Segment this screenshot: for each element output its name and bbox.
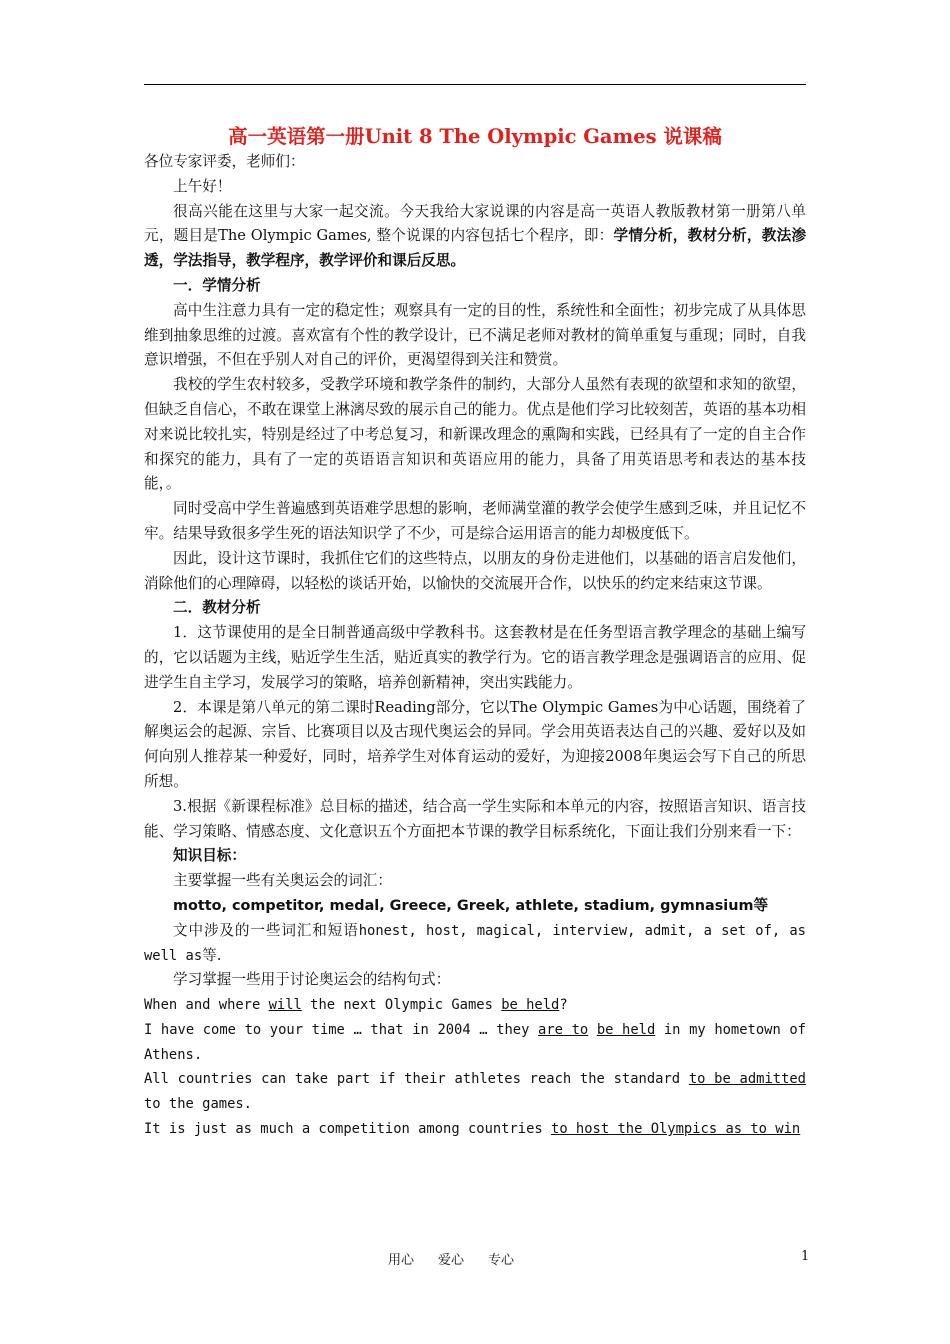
sentence-3-text-a: All countries can take part if their athletes reach the standard bbox=[144, 1071, 689, 1088]
document-body bbox=[144, 122, 806, 1142]
knowledge-heading: 知识目标： bbox=[173, 847, 246, 865]
vocab-suffix: 等 bbox=[753, 896, 769, 914]
vocab-intro: 主要掌握一些有关奥运会的词汇： bbox=[173, 872, 392, 890]
sentence-1-text-b: the next Olympic Games bbox=[301, 997, 502, 1014]
sentence-3 bbox=[144, 1067, 806, 1117]
section1-paragraph-2: 我校的学生农村较多，受教学环境和教学条件的制约，大部分人虽然有表现的欲望和求知的欲望，但缺乏自信心，不敢在课堂上淋漓尽致的展示自己的能力。优点是他们学习比较刻苦，英语的基本功相对来说比较扎实，特别是经过了中考总复习，和新课改理念的熏陶和实践，已经具有了一定的自主合作和探究的能力，具有了一定的英语语言知识和英语应用的能力，具备了用英语思考和表达的基本技能，。 bbox=[144, 376, 806, 493]
page-number: 1 bbox=[801, 1249, 810, 1264]
sentence-1-underline-1: will bbox=[268, 997, 302, 1014]
section2-paragraph-1: 1．这节课使用的是全日制普通高级中学教科书。这套教材是在任务型语言教学理念的基础上编写的，它以话题为主线，贴近学生生活，贴近真实的教学行为。它的语言教学理念是强调语言的应用、促进学生自主学习，发展学习的策略，培养创新精神，突出实践能力。 bbox=[144, 624, 806, 691]
sentence-4 bbox=[144, 1117, 806, 1142]
footer-item-3: 专心 bbox=[488, 1253, 515, 1268]
section2-paragraph-2: 2．本课是第八单元的第二课时Reading部分，它以The Olympic Games为中心话题，围绕着了解奥运会的起源、宗旨、比赛项目以及古现代奥运会的异同。学会用英语表达自己的兴趣、爱好以及如何向别人推荐某一种爱好，同时，培养学生对体育运动的爱好，为迎接2008年奥运会写下自己的所思所想。 bbox=[144, 698, 806, 790]
greeting: 上午好！ bbox=[173, 177, 232, 195]
sentence-2-text-a: I have come to your time … that in 2004 … they bbox=[144, 1021, 539, 1038]
section2-heading: 二．教材分析 bbox=[173, 599, 261, 617]
section1-paragraph-1: 高中生注意力具有一定的稳定性；观察具有一定的目的性，系统性和全面性；初步完成了从具体思维到抽象思维的过渡。喜欢富有个性的教学设计，已不满足老师对教材的简单重复与重现；同时，自我意识增强，不但在乎别人对自己的评价，更渴望得到关注和赞赏。 bbox=[144, 301, 806, 369]
phrases-line bbox=[144, 919, 806, 969]
phrases-intro: 文中涉及的一些词汇和短语 bbox=[173, 921, 359, 939]
header-rule bbox=[144, 84, 806, 85]
vocab-line bbox=[144, 894, 806, 919]
sentence-2 bbox=[144, 1018, 806, 1068]
intro-text: 很高兴能在这里与大家一起交流。今天我给大家说课的内容是高一英语人教版教材第一册第八单元，题目是The Olympic Games, 整个说课的内容包括七个程序，即： bbox=[144, 202, 806, 245]
phrases-suffix: 等. bbox=[202, 946, 222, 964]
sentence-3-text-b: to the games. bbox=[144, 1096, 252, 1113]
salutation: 各位专家评委，老师们： bbox=[144, 153, 305, 170]
sentence-1-text-c: ? bbox=[559, 997, 568, 1014]
sentence-1 bbox=[144, 993, 806, 1018]
footer-motto bbox=[388, 1249, 538, 1268]
section2-paragraph-3: 3.根据《新课程标准》总目标的描述，结合高一学生实际和本单元的内容，按照语言知识、语言技能、学习策略、情感态度、文化意识五个方面把本节课的教学目标系统化，下面让我们分别来看一下： bbox=[144, 797, 806, 840]
footer-item-2: 爱心 bbox=[438, 1253, 465, 1268]
vocab-list: motto, competitor, medal, Greece, Greek, athlete, stadium, gymnasium bbox=[173, 897, 754, 914]
document-title: 高一英语第一册Unit 8 The Olympic Games 说课稿 bbox=[228, 125, 722, 148]
sentence-2-underline-2: be held bbox=[596, 1021, 656, 1038]
section1-heading: 一．学情分析 bbox=[173, 276, 261, 294]
section1-paragraph-4: 因此，设计这节课时，我抓住它们的这些特点，以朋友的身份走进他们，以基础的语言启发他们，消除他们的心理障碍，以轻松的谈话开始，以愉快的交流展开合作，以快乐的约定来结束这节课。 bbox=[144, 549, 806, 592]
sentence-1-text-a: When and where bbox=[144, 997, 269, 1014]
sentence-2-underline-1: are to bbox=[538, 1021, 589, 1038]
intro-paragraph bbox=[144, 200, 806, 274]
structures-intro: 学习掌握一些用于讨论奥运会的结构句式： bbox=[173, 971, 451, 989]
footer-item-1: 用心 bbox=[388, 1253, 415, 1268]
section1-paragraph-3: 同时受高中学生普遍感到英语难学思想的影响，老师满堂灌的教学会使学生感到乏味，并且记忆不牢。结果导致很多学生死的语法知识学了不少，可是综合运用语言的能力却极度低下。 bbox=[144, 500, 806, 542]
sentence-4-underline-1: to host the Olympics as to win bbox=[551, 1121, 801, 1138]
sentence-4-text-a: It is just as much a competition among countries bbox=[144, 1121, 552, 1138]
phrases-list: honest, host, magical, interview, admit, a set of, as well as bbox=[144, 922, 806, 964]
sentence-3-underline-1: to be admitted bbox=[688, 1071, 806, 1088]
sentence-2-text-b bbox=[588, 1022, 597, 1038]
sentence-2-text-c: in my hometown of Athens. bbox=[144, 1021, 806, 1063]
intro-bold-list: 学情分析，教材分析，教法渗透，学法指导，教学程序，教学评价和课后反思。 bbox=[144, 227, 806, 270]
sentence-1-underline-2: be held bbox=[501, 997, 560, 1014]
